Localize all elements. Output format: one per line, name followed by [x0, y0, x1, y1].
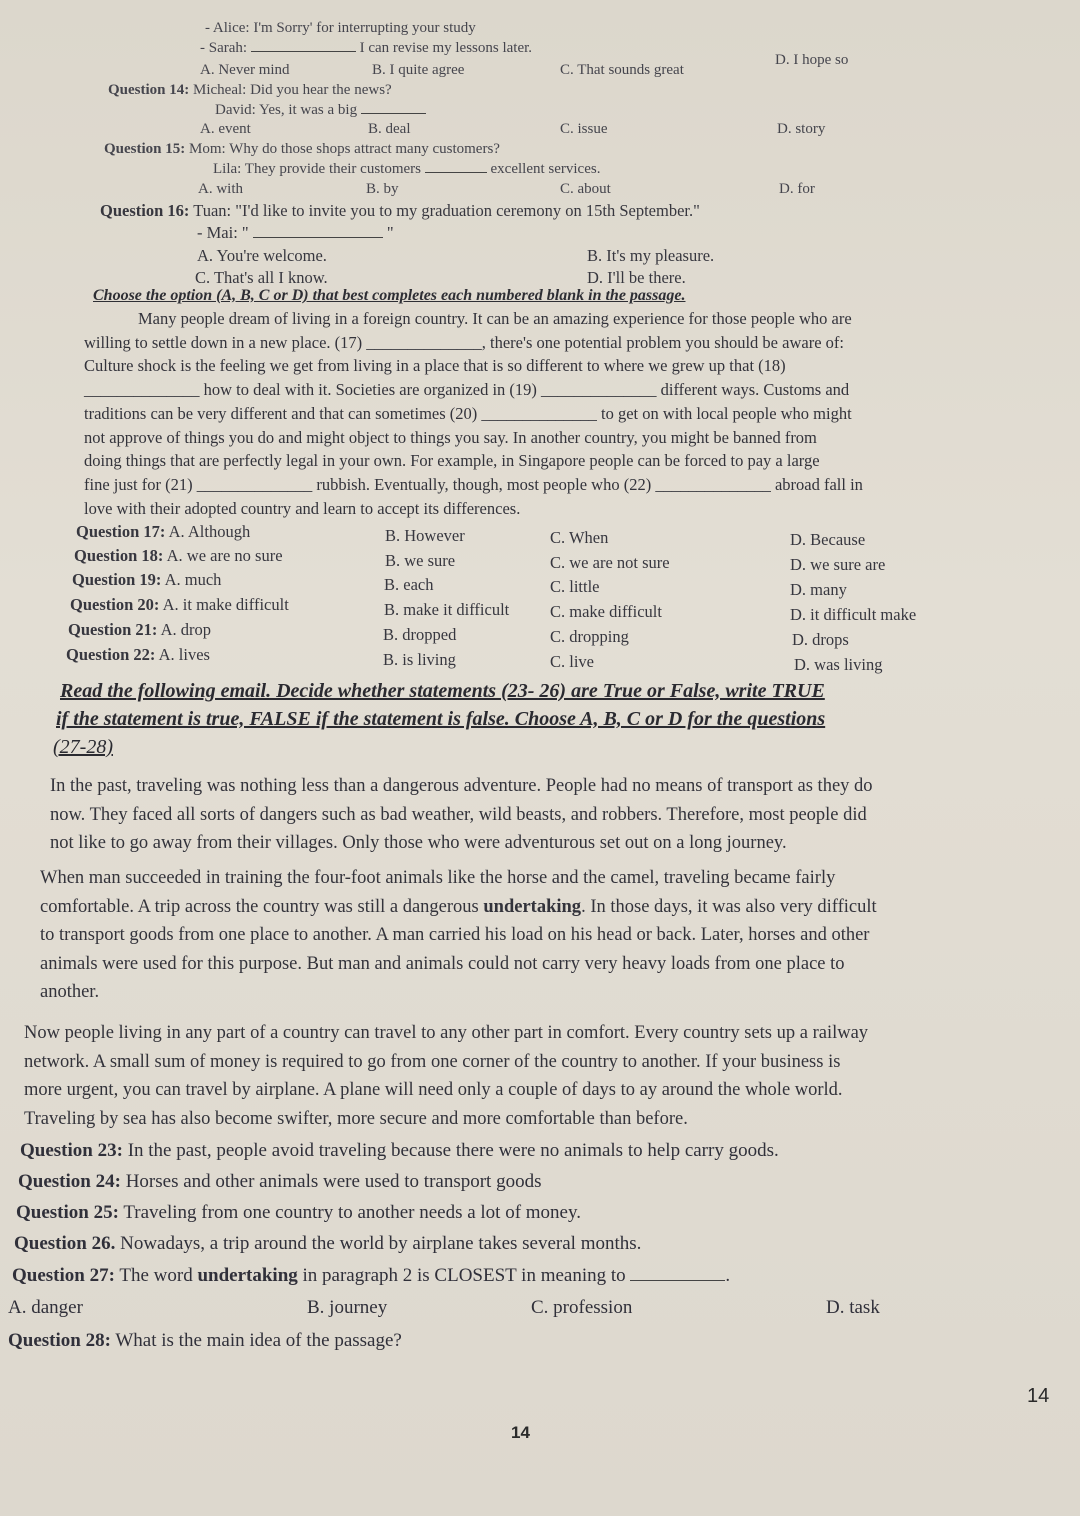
- option-a: A. it make difficult: [162, 595, 289, 614]
- option-a: A. Although: [168, 522, 251, 541]
- passage-line: traditions can be very different and that can sometimes (20) ______________ to get on with local people who might: [84, 403, 852, 423]
- question-14: [108, 82, 392, 99]
- dialogue-text: Lila: They provide their customers: [213, 161, 422, 177]
- question-27: Question 27: The word undertaking in paragraph 2 is CLOSEST in meaning to .: [12, 1265, 731, 1286]
- dialogue-line: [197, 223, 394, 243]
- option-d: D. it difficult make: [790, 605, 917, 624]
- cloze-passage: [84, 307, 979, 520]
- question-label: Question 22:: [66, 645, 156, 664]
- option-b: B. by: [366, 181, 399, 197]
- passage-line: When man succeeded in training the four-foot animals like the horse and the camel, traveling became fairly: [40, 868, 836, 888]
- option-a: A. You're welcome.: [197, 246, 327, 265]
- option-a: A. Never mind: [200, 62, 290, 78]
- reading-paragraph-3: [24, 1019, 1024, 1133]
- answer-blank: [630, 1280, 725, 1281]
- question-19: [72, 570, 221, 590]
- question-label: Question 20:: [70, 595, 160, 614]
- option-c: C. little: [550, 577, 600, 596]
- question-23: [20, 1140, 779, 1162]
- question-21: [68, 620, 211, 640]
- question-text: The word: [119, 1265, 193, 1286]
- page-number-right: 14: [1027, 1385, 1050, 1407]
- option-b: B. However: [385, 526, 465, 545]
- option-b: B. each: [384, 575, 434, 594]
- option-a: A. danger: [8, 1297, 83, 1318]
- passage-line: Traveling by sea has also become swifter, more secure and more comfortable than before.: [24, 1108, 688, 1129]
- passage-line: In the past, traveling was nothing less than a dangerous adventure. People had no means of transport as they do: [50, 776, 873, 796]
- passage-line: ______________ how to deal with it. Societies are organized in (19) ______________ different ways. Customs and: [84, 380, 850, 400]
- question-label: Question 16:: [100, 201, 190, 220]
- passage-line: Culture shock is the feeling we get from living in a place that is so different to where we grew up that (18): [84, 356, 786, 376]
- dialogue-line: [213, 161, 600, 178]
- reading-instruction-line: (27-28): [53, 736, 113, 758]
- option-c: C. we are not sure: [550, 553, 670, 572]
- question-text: Tuan: "I'd like to invite you to my graduation ceremony on 15th September.": [193, 201, 700, 220]
- question-22: [66, 645, 210, 665]
- dialogue-text: - Mai: ": [197, 223, 249, 242]
- question-label: Question 14:: [108, 82, 190, 98]
- question-label: Question 18:: [74, 546, 164, 565]
- reading-paragraph-2: [40, 864, 1010, 1007]
- option-b: B. I quite agree: [372, 62, 465, 78]
- question-text: Mom: Why do those shops attract many customers?: [189, 141, 500, 157]
- dialogue-line: - Alice: I'm Sorry' for interrupting your study: [205, 20, 476, 36]
- passage-line: another.: [40, 982, 100, 1002]
- question-label: Question 15:: [104, 141, 186, 157]
- passage-line: love with their adopted country and learn to accept its differences.: [84, 498, 521, 518]
- reading-instruction-line: if the statement is true, FALSE if the statement is false. Choose A, B, C or D for the questions: [56, 708, 826, 730]
- passage-line: Many people dream of living in a foreign country. It can be an amazing experience for those people who are: [138, 309, 852, 328]
- question-text: Micheal: Did you hear the news?: [193, 82, 392, 98]
- option-d: D. task: [826, 1297, 880, 1318]
- question-text: What is the main idea of the passage?: [115, 1330, 402, 1351]
- option-c: C. live: [550, 652, 594, 671]
- option-b: B. It's my pleasure.: [587, 246, 715, 265]
- dialogue-text: I can revise my lessons later.: [359, 40, 533, 56]
- reading-instruction-line: Read the following email. Decide whether statements (23- 26) are True or False, write TRUE: [60, 680, 825, 702]
- option-c: C. issue: [560, 121, 608, 137]
- option-c: C. about: [560, 181, 611, 197]
- option-c: C. make difficult: [550, 602, 662, 621]
- question-25: [16, 1202, 581, 1224]
- question-text: Horses and other animals were used to transport goods: [125, 1171, 542, 1192]
- question-text: In the past, people avoid traveling because there were no animals to help carry goods.: [127, 1140, 779, 1161]
- question-15: [104, 141, 500, 158]
- question-label: Question 25:: [16, 1202, 119, 1223]
- answer-blank: [361, 113, 426, 114]
- question-28: [8, 1330, 402, 1352]
- dialogue-line: [200, 40, 532, 57]
- option-d: D. we sure are: [790, 555, 886, 574]
- page-number-center: 14: [511, 1423, 530, 1442]
- highlighted-word: undertaking: [483, 896, 582, 917]
- option-c: C. That's all I know.: [195, 268, 328, 287]
- passage-line: not like to go away from their villages. Only those who were adventurous set out on a long journey.: [50, 833, 787, 853]
- answer-blank: [251, 51, 356, 52]
- option-d: D. drops: [792, 630, 849, 649]
- question-label: Question 23:: [20, 1140, 123, 1161]
- passage-line: animals were used for this purpose. But man and animals could not carry very heavy loads from one place to: [40, 953, 845, 974]
- question-16: [100, 201, 700, 221]
- option-c: C. When: [550, 528, 609, 547]
- option-c: C. dropping: [550, 627, 629, 646]
- passage-line: to transport goods from one place to another. A man carried his load on his head or back. Later, horses and other: [40, 925, 870, 945]
- option-a: A. much: [164, 570, 222, 589]
- option-a: A. lives: [158, 645, 210, 664]
- option-d: D. for: [779, 181, 815, 197]
- question-text: Traveling from one country to another needs a lot of money.: [123, 1202, 582, 1223]
- dialogue-text: David: Yes, it was a big: [215, 102, 358, 118]
- passage-line: not approve of things you do and might object to things you say. In another country, you might be banned from: [84, 427, 817, 447]
- option-a: A. with: [198, 181, 243, 197]
- passage-line: doing things that are perfectly legal in your own. For example, in Singapore people can be forced to pay a large: [84, 451, 820, 471]
- option-a: A. we are no sure: [166, 546, 283, 565]
- question-label: Question 27:: [12, 1265, 115, 1286]
- reading-paragraph-1: [50, 772, 1000, 858]
- option-d: D. Because: [790, 530, 866, 549]
- question-text: Nowadays, a trip around the world by airplane takes several months.: [120, 1233, 642, 1254]
- highlighted-word: undertaking: [197, 1265, 298, 1286]
- option-b: B. we sure: [385, 551, 456, 570]
- question-label: Question 24:: [18, 1171, 121, 1192]
- answer-blank: [425, 172, 487, 173]
- option-a: A. drop: [160, 620, 212, 639]
- option-c: C. That sounds great: [560, 62, 684, 78]
- option-b: B. deal: [368, 121, 411, 137]
- passage-line: more urgent, you can travel by airplane. A plane will need only a couple of days to ay around the whole world.: [24, 1080, 843, 1100]
- question-label: Question 17:: [76, 522, 166, 541]
- option-b: B. make it difficult: [384, 600, 510, 619]
- question-label: Question 21:: [68, 620, 158, 639]
- option-d: D. was living: [794, 655, 883, 674]
- passage-line: fine just for (21) ______________ rubbish. Eventually, though, most people who (22) ______________ abroad fall in: [84, 474, 863, 494]
- passage-line: now. They faced all sorts of dangers such as bad weather, wild beasts, and robbers. Therefore, most people did: [50, 804, 867, 825]
- option-a: A. event: [200, 121, 251, 137]
- option-b: B. is living: [383, 650, 456, 669]
- passage-line: Now people living in any part of a country can travel to any other part in comfort. Every country sets up a railway: [24, 1023, 869, 1043]
- option-c: C. profession: [531, 1297, 633, 1318]
- question-label: Question 26.: [14, 1233, 116, 1254]
- passage-line: willing to settle down in a new place. (17) ______________, there's one potential problem you should be aware of:: [84, 332, 844, 352]
- passage-line: comfortable. A trip across the country was still a dangerous undertaking. In those days, it was also very difficult: [40, 896, 877, 917]
- dialogue-line: [215, 102, 426, 119]
- quote-mark: ": [386, 223, 394, 242]
- question-24: [18, 1171, 541, 1193]
- passage-line: network. A small sum of money is required to go from one corner of the country to another. If your business is: [24, 1051, 841, 1072]
- question-17: [76, 522, 250, 542]
- question-26: [14, 1233, 641, 1255]
- question-20: [70, 595, 289, 615]
- question-label: Question 28:: [8, 1330, 111, 1351]
- question-label: Question 19:: [72, 570, 162, 589]
- question-text: in paragraph 2 is CLOSEST in meaning to: [302, 1265, 626, 1286]
- option-d: D. I hope so: [775, 52, 849, 68]
- option-d: D. I'll be there.: [587, 268, 686, 287]
- option-b: B. journey: [307, 1297, 388, 1318]
- cloze-instruction: Choose the option (A, B, C or D) that best completes each numbered blank in the passage.: [93, 287, 686, 304]
- option-b: B. dropped: [383, 625, 457, 644]
- answer-blank: [253, 237, 383, 238]
- question-18: [74, 546, 283, 566]
- dialogue-text: excellent services.: [490, 161, 601, 177]
- option-d: D. story: [777, 121, 826, 137]
- option-d: D. many: [790, 580, 847, 599]
- speaker: - Sarah:: [200, 40, 248, 56]
